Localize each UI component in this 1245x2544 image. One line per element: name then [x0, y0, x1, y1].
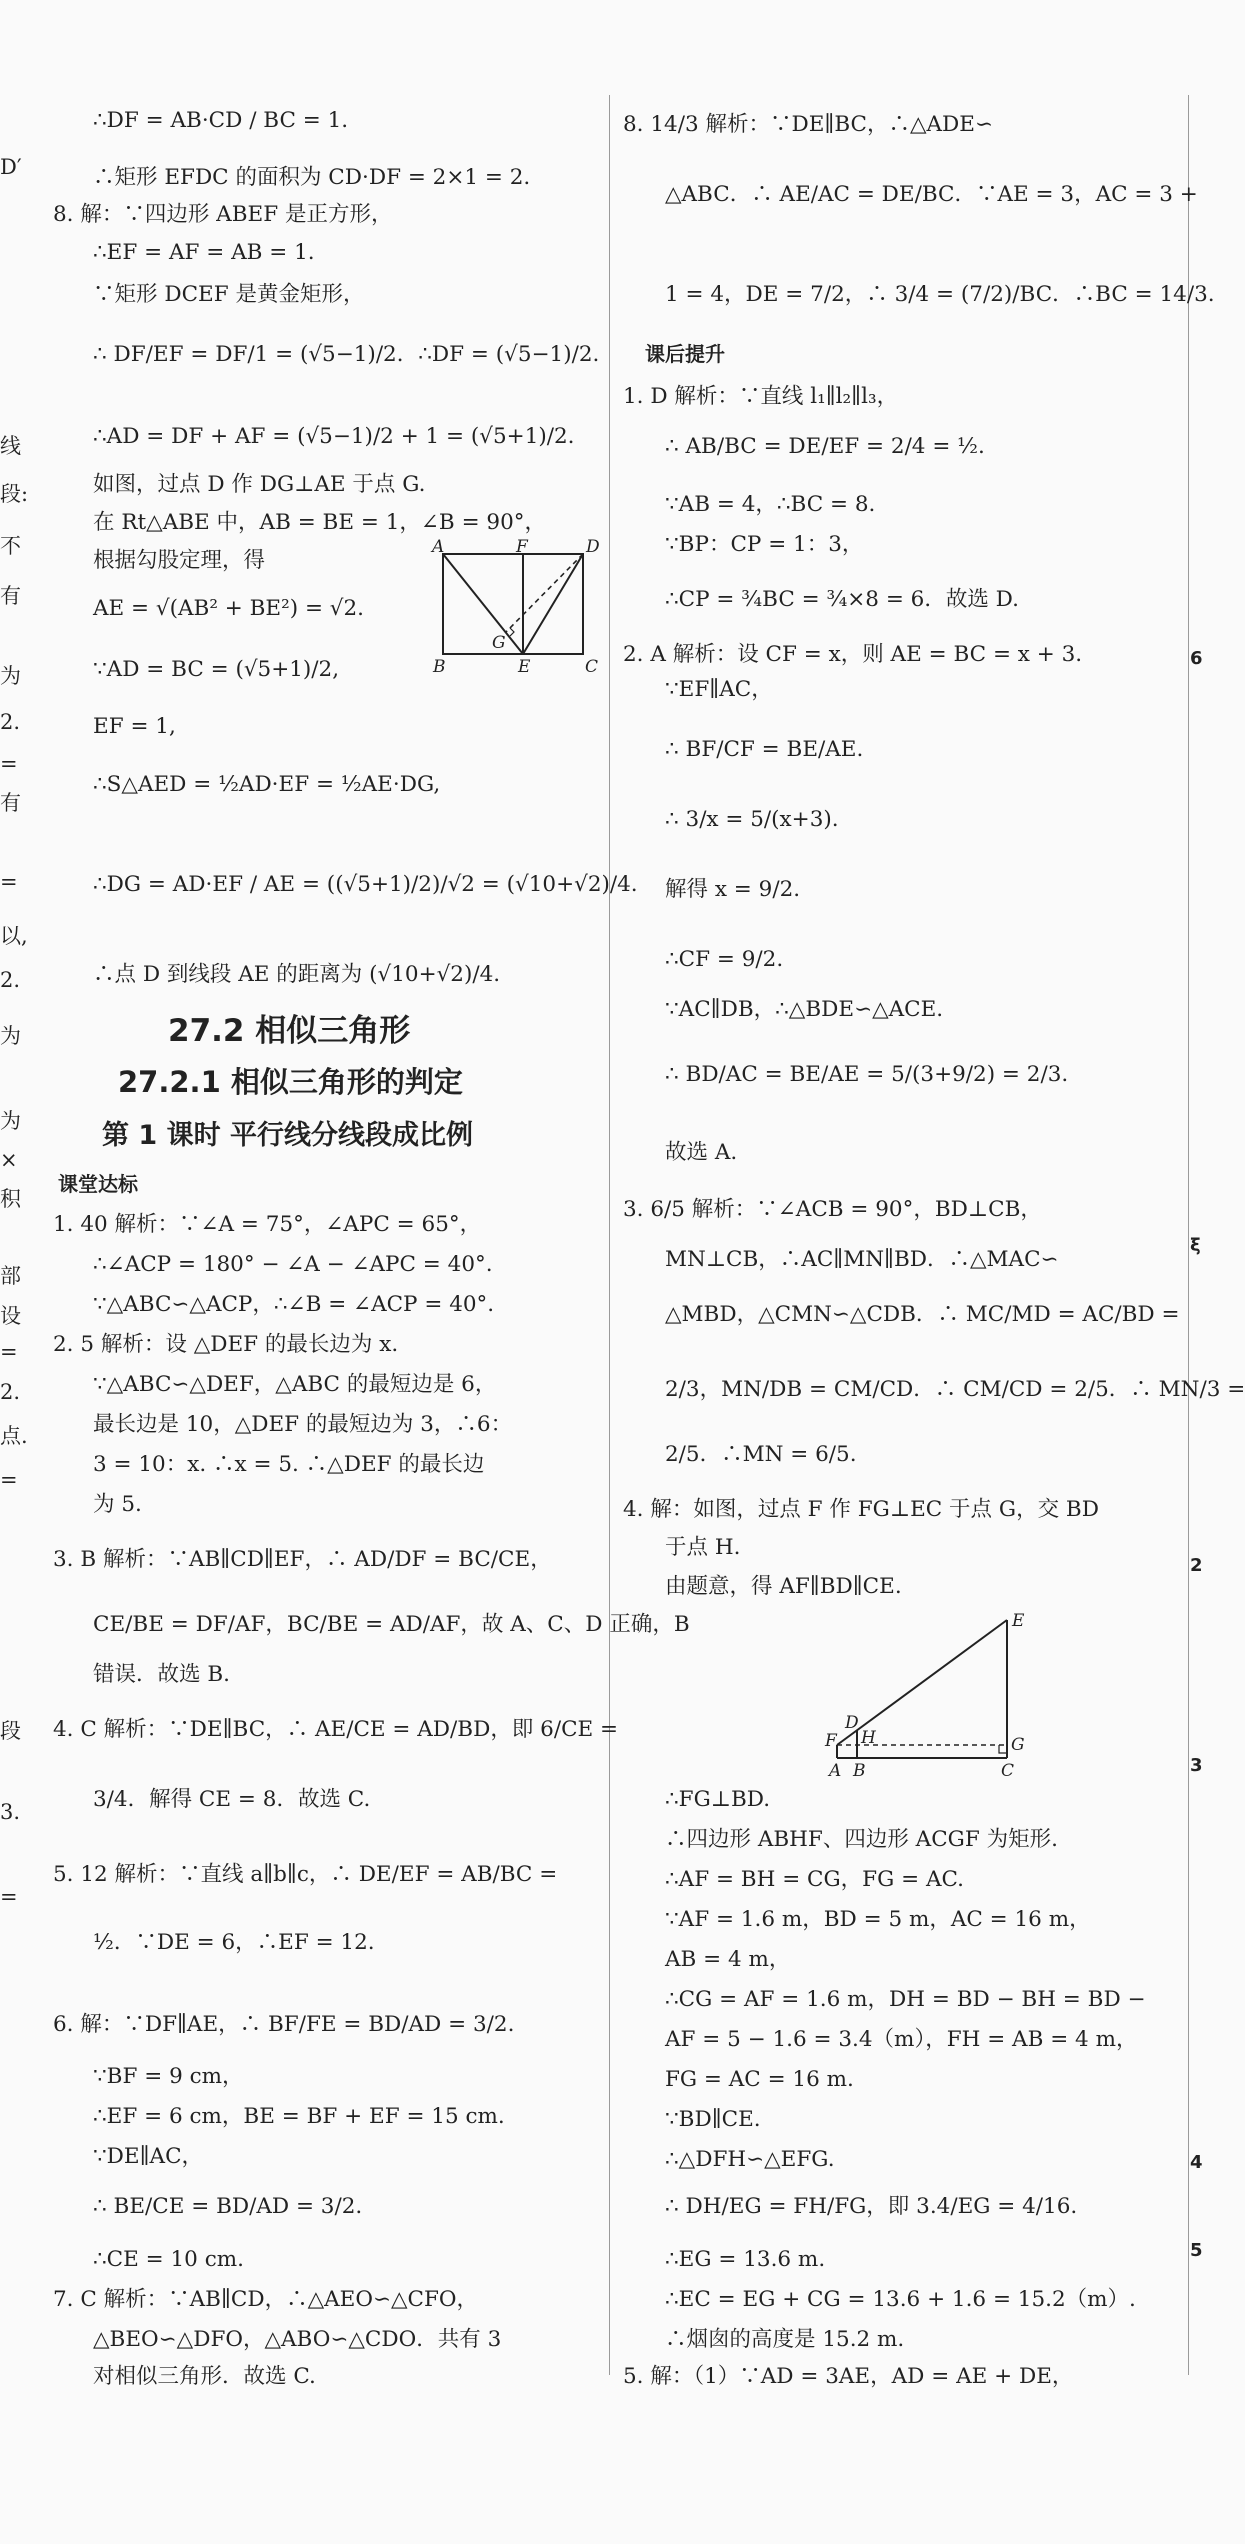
point-label-d: D: [586, 537, 600, 557]
text-line: ∵△ABC∽△DEF，△ABC 的最短边是 6，: [93, 1372, 497, 1397]
rect-abcd: [443, 554, 583, 654]
gutter-char: 部: [0, 1264, 21, 1288]
column-divider: [609, 95, 610, 2375]
text-line: ∵AC∥DB，∴△BDE∽△ACE.: [665, 997, 944, 1022]
left-gutter: [0, 0, 50, 2544]
text-line: 在 Rt△ABE 中，AB = BE = 1，∠B = 90°，: [93, 510, 547, 535]
segment-fe: [837, 1620, 1007, 1745]
classroom-label: 课堂达标: [58, 1172, 138, 1196]
text-line: 错误．故选 B.: [93, 1662, 230, 1687]
gutter-char: 5: [1190, 2240, 1203, 2261]
text-line: 6. 解：∵DF∥AE，∴ BF/FE = BD/AD = 3/2.: [53, 2012, 515, 2037]
text-line: ∴EF = AF = AB = 1.: [93, 240, 315, 265]
gutter-char: 4: [1190, 2152, 1203, 2173]
gutter-char: 6: [1190, 648, 1203, 669]
text-line: 3. 6/5 解析：∵∠ACB = 90°，BD⊥CB，: [623, 1197, 1042, 1222]
text-line: 2/3，MN/DB = CM/CD．∴ CM/CD = 2/5．∴ MN/3 =: [665, 1377, 1245, 1402]
point-label-f: F: [516, 537, 528, 557]
text-line: 根据勾股定理，得: [93, 548, 266, 573]
point-label-e: E: [518, 657, 531, 677]
text-line: ∴EC = EG + CG = 13.6 + 1.6 = 15.2（m）.: [665, 2287, 1136, 2312]
gutter-char: 设: [0, 1304, 21, 1328]
gutter-char: 有: [0, 791, 21, 815]
segment-ae: [443, 554, 523, 654]
text-line: 4. C 解析：∵DE∥BC，∴ AE/CE = AD/BD，即 6/CE =: [53, 1717, 619, 1742]
text-line: 1. 40 解析：∵∠A = 75°，∠APC = 65°，: [53, 1212, 482, 1237]
text-line: ∴EF = 6 cm，BE = BF + EF = 15 cm.: [93, 2104, 505, 2129]
gutter-char: 以,: [0, 924, 28, 948]
right-angle-mark: [510, 628, 514, 636]
text-line: AF = 5 − 1.6 = 3.4（m），FH = AB = 4 m，: [665, 2027, 1138, 2052]
gutter-char: 有: [0, 584, 21, 608]
text-line: 7. C 解析：∵AB∥CD，∴△AEO∽△CFO，: [53, 2287, 479, 2312]
text-line: ∵矩形 DCEF 是黄金矩形，: [93, 282, 365, 307]
gutter-char: 3.: [0, 1800, 21, 1824]
point-label-h: H: [861, 1728, 876, 1748]
gutter-char: 2.: [0, 1380, 21, 1404]
gutter-char: 3: [1190, 1755, 1203, 1776]
column-divider-right: [1188, 95, 1189, 2375]
text-line: ½．∵DE = 6，∴EF = 12.: [93, 1930, 375, 1955]
text-line: △ABC．∴ AE/AC = DE/BC．∵AE = 3，AC = 3 +: [665, 182, 1198, 207]
point-label-g: G: [492, 633, 506, 653]
text-line: ∴EG = 13.6 m.: [665, 2247, 826, 2272]
text-line: ∵BP：CP = 1：3，: [665, 532, 864, 557]
text-line: ∵EF∥AC，: [665, 677, 773, 702]
text-line: ∴AD = DF + AF = (√5−1)/2 + 1 = (√5+1)/2.: [93, 424, 575, 449]
text-line: ∴ AB/BC = DE/EF = 2/4 = ½.: [665, 434, 985, 459]
text-line: ∴DF = AB·CD / BC = 1.: [93, 108, 349, 133]
point-label-c: C: [585, 657, 599, 677]
text-line: ∴∠ACP = 180° − ∠A − ∠APC = 40°.: [93, 1252, 493, 1277]
gutter-char: 点.: [0, 1424, 28, 1448]
text-line: ∴S△AED = ½AD·EF = ½AE·DG,: [93, 772, 441, 797]
text-line: 1. D 解析：∵直线 l₁∥l₂∥l₃，: [623, 384, 899, 409]
gutter-char: D′: [0, 155, 22, 179]
point-label-b: B: [433, 657, 446, 677]
text-line: ∴CE = 10 cm.: [93, 2247, 244, 2272]
point-label-g: G: [1011, 1735, 1025, 1755]
text-line: ∴ DF/EF = DF/1 = (√5−1)/2．∴DF = (√5−1)/2.: [93, 342, 600, 367]
text-line: 5. 解：（1）∵AD = 3AE，AD = AE + DE，: [623, 2364, 1074, 2389]
gutter-char: 为: [0, 1109, 21, 1133]
text-line: ∴△DFH∽△EFG.: [665, 2147, 835, 2172]
gutter-char: =: [0, 1340, 18, 1364]
figure-chimney: [817, 1610, 1047, 1780]
text-line: 对相似三角形．故选 C.: [93, 2364, 316, 2389]
text-line: 4. 解：如图，过点 F 作 FG⊥EC 于点 G，交 BD: [623, 1497, 1099, 1522]
point-label-d: D: [845, 1713, 859, 1733]
text-line: ∴ BF/CF = BE/AE.: [665, 737, 864, 762]
text-line: ∵DE∥AC，: [93, 2144, 204, 2169]
point-label-f: F: [825, 1731, 837, 1751]
text-line: 2. 5 解析：设 △DEF 的最长边为 x.: [53, 1332, 399, 1357]
gutter-char: 积: [0, 1187, 21, 1211]
text-line: AE = √(AB² + BE²) = √2.: [93, 596, 365, 621]
gutter-char: 段:: [0, 482, 29, 506]
gutter-char: ξ: [1190, 1235, 1201, 1256]
point-label-c: C: [1001, 1761, 1015, 1781]
text-line: 3/4．解得 CE = 8．故选 C.: [93, 1787, 371, 1812]
text-line: ∴ BD/AC = BE/AE = 5/(3+9/2) = 2/3.: [665, 1062, 1069, 1087]
segment-dg: [506, 554, 583, 632]
text-line: ∴FG⊥BD.: [665, 1787, 771, 1812]
text-line: 5. 12 解析：∵直线 a∥b∥c，∴ DE/EF = AB/BC =: [53, 1862, 558, 1887]
gutter-char: =: [0, 752, 18, 776]
text-line: ∵BD∥CE.: [665, 2107, 761, 2132]
text-line: ∴四边形 ABHF、四边形 ACGF 为矩形.: [665, 1827, 1058, 1852]
right-angle-mark: [999, 1745, 1007, 1753]
text-line: ∴烟囱的高度是 15.2 m.: [665, 2327, 905, 2352]
right-column: [617, 0, 1245, 2544]
text-line: CE/BE = DF/AF，BC/BE = AD/AF，故 A、C、D 正确，B: [93, 1612, 690, 1637]
point-label-a: A: [829, 1761, 842, 1781]
text-line: ∵AF = 1.6 m，BD = 5 m，AC = 16 m，: [665, 1907, 1091, 1932]
text-line: ∵BF = 9 cm，: [93, 2064, 244, 2089]
text-line: ∴ DH/EG = FH/FG，即 3.4/EG = 4/16.: [665, 2194, 1078, 2219]
gutter-char: 2.: [0, 710, 21, 734]
text-line: 解得 x = 9/2.: [665, 877, 801, 902]
text-line: 为 5.: [93, 1492, 142, 1517]
gutter-char: 2: [1190, 1555, 1203, 1576]
gutter-char: 段: [0, 1719, 21, 1743]
gutter-char: 2.: [0, 968, 21, 992]
text-line: △MBD，△CMN∽△CDB．∴ MC/MD = AC/BD =: [665, 1302, 1180, 1327]
text-line: ∴ 3/x = 5/(x+3).: [665, 807, 839, 832]
text-line: ∵AB = 4，∴BC = 8.: [665, 492, 876, 517]
text-line: FG = AC = 16 m.: [665, 2067, 854, 2092]
text-line: 3 = 10：x. ∴x = 5. ∴△DEF 的最长边: [93, 1452, 485, 1477]
lesson-heading: 第 1 课时 平行线分线段成比例: [102, 1120, 473, 1151]
text-line: ∴DG = AD·EF / AE = ((√5+1)/2)/√2 = (√10+√2)/4.: [93, 872, 638, 897]
after-class-label: 课后提升: [645, 342, 725, 366]
text-line: ∴ BE/CE = BD/AD = 3/2.: [93, 2194, 363, 2219]
gutter-char: ×: [0, 1148, 18, 1172]
subsection-heading: 27.2.1 相似三角形的判定: [118, 1065, 463, 1099]
text-line: AB = 4 m，: [665, 1947, 791, 1972]
text-line: MN⊥CB，∴AC∥MN∥BD．∴△MAC∽: [665, 1247, 1059, 1272]
text-line: ∴点 D 到线段 AE 的距离为 (√10+√2)/4.: [93, 962, 501, 987]
point-label-a: A: [432, 537, 445, 557]
text-line: 于点 H.: [665, 1535, 741, 1560]
text-line: ∴CP = ¾BC = ¾×8 = 6．故选 D.: [665, 587, 1019, 612]
right-gutter: [1190, 0, 1201, 2544]
text-line: EF = 1,: [93, 714, 176, 739]
gutter-char: 为: [0, 1024, 21, 1048]
text-line: ∴AF = BH = CG，FG = AC.: [665, 1867, 964, 1892]
section-heading: 27.2 相似三角形: [168, 1013, 411, 1049]
text-line: 3. B 解析：∵AB∥CD∥EF，∴ AD/DF = BC/CE，: [53, 1547, 552, 1572]
gutter-char: 为: [0, 664, 21, 688]
text-line: ∴矩形 EFDC 的面积为 CD·DF = 2×1 = 2.: [93, 165, 531, 190]
text-line: 2. A 解析：设 CF = x，则 AE = BC = x + 3.: [623, 642, 1083, 667]
gutter-char: 不: [0, 534, 21, 558]
point-label-e: E: [1012, 1611, 1025, 1631]
text-line: △BEO∽△DFO，△ABO∽△CDO．共有 3: [93, 2327, 502, 2352]
gutter-char: =: [0, 1885, 18, 1909]
figure-rectangle-abcd: [430, 537, 605, 677]
text-line: ∴CG = AF = 1.6 m，DH = BD − BH = BD −: [665, 1987, 1146, 2012]
text-line: 故选 A.: [665, 1140, 738, 1165]
text-line: 如图，过点 D 作 DG⊥AE 于点 G.: [93, 472, 426, 497]
text-line: 由题意，得 AF∥BD∥CE.: [665, 1574, 902, 1599]
gutter-char: 线: [0, 434, 21, 458]
gutter-char: =: [0, 870, 18, 894]
text-line: 8. 14/3 解析：∵DE∥BC，∴△ADE∽: [623, 112, 993, 137]
segment-de: [523, 554, 583, 654]
text-line: ∵AD = BC = (√5+1)/2,: [93, 657, 340, 682]
gutter-char: =: [0, 1468, 18, 1492]
text-line: 8. 解：∵四边形 ABEF 是正方形，: [53, 202, 393, 227]
text-line: 最长边是 10，△DEF 的最短边为 3，∴6：: [93, 1412, 513, 1437]
text-line: 2/5．∴MN = 6/5.: [665, 1442, 857, 1467]
text-line: ∵△ABC∽△ACP，∴∠B = ∠ACP = 40°.: [93, 1292, 495, 1317]
point-label-b: B: [853, 1761, 866, 1781]
text-line: 1 = 4，DE = 7/2，∴ 3/4 = (7/2)/BC．∴BC = 14/3.: [665, 282, 1215, 307]
text-line: ∴CF = 9/2.: [665, 947, 784, 972]
